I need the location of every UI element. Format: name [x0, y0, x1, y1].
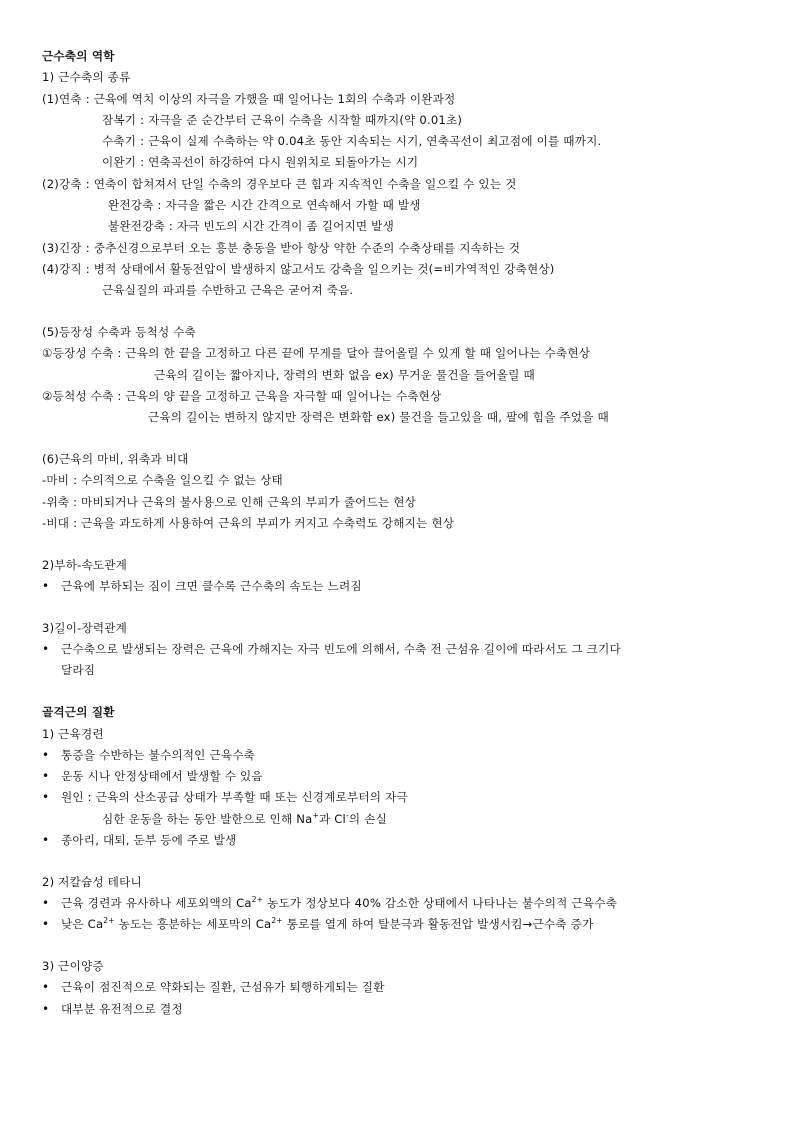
text-isotonic: ①등장성 수축 : 근육의 한 끝을 고정하고 다른 끝에 무게를 달아 끌어올릴 수 있게 할 때 일어나는 수축현상 — [42, 346, 591, 361]
tetany-mech-text-b: 농도는 흥분하는 세포막의 Ca — [114, 917, 272, 932]
spacer — [42, 936, 772, 957]
bullet-dystrophy-definition: • 근육이 점진적으로 약화되는 질환, 근섬유가 퇴행하게되는 질환 — [42, 977, 772, 998]
heading-contraction-types: 1) 근수축의 종류 — [42, 70, 131, 85]
tetany-text-a: 근육 경련과 유사하나 세포외액의 Ca — [61, 896, 252, 911]
bullet-length-tension: • 근수축으로 발생되는 장력은 근육에 가해지는 자극 빈도에 의해서, 수축 전 근섬유 길이에 따라서도 그 크기다 — [42, 639, 772, 660]
spacer — [42, 682, 772, 703]
heading-isotonic-isometric: (5)등장성 수축과 등척성 수축 — [42, 325, 197, 340]
tetany-text-b: 농도가 정상보다 40% 감소한 상태에서 나타나는 불수의적 근육수축 — [263, 896, 618, 911]
document-page — [42, 46, 772, 1020]
text-tetanus: (2)강축 : 연축이 합쳐져서 단일 수축의 경우보다 큰 힘과 지속적인 수축을 일으킬 수 있는 것 — [42, 176, 517, 191]
bullet-dystrophy-genetic: • 대부분 유전적으로 결정 — [42, 999, 772, 1020]
bullet-cramp-location: • 종아리, 대퇴, 둔부 등에 주로 발생 — [42, 830, 772, 851]
text-relaxation-period: 이완기 : 연축곡선이 하강하여 다시 원위치로 되돌아가는 시기 — [102, 155, 419, 170]
bullet-cramp-pain: • 통증을 수반하는 불수의적인 근육수축 — [42, 745, 772, 766]
sodium-charge: + — [312, 810, 319, 820]
section-title-muscle-mechanics: 근수축의 역학 — [42, 49, 115, 63]
text-rigor: (4)강직 : 병적 상태에서 활동전압이 발생하지 않고서도 강축을 일으키는 것(=비가역적인 강축현상) — [42, 261, 555, 276]
text-atrophy: -위축 : 마비되거나 근육의 불사용으로 인해 근육의 부피가 줄어드는 현상 — [42, 494, 417, 509]
text-isotonic-continued: 근육의 길이는 짧아지나, 장력의 변화 없음 ex) 무거운 물건을 들어올릴 때 — [154, 367, 535, 382]
text-isometric: ②등척성 수축 : 근육의 양 끝을 고정하고 근육을 자극할 때 일어나는 수축현상 — [42, 388, 442, 403]
tetany-mech-text-a: 낮은 Ca — [61, 917, 104, 932]
heading-hypocalcemic-tetany: 2) 저칼슘성 테타니 — [42, 874, 142, 889]
bullet-cramp-occurrence: • 운동 시나 안정상태에서 발생할 수 있음 — [42, 766, 772, 787]
spacer — [42, 534, 772, 555]
bullet-cramp-cause: • 원인 : 근육의 산소공급 상태가 부족할 때 또는 신경계로부터의 자극 — [42, 787, 772, 808]
cramp-cause-text-a: 심한 운동을 하는 동안 발한으로 인해 Na — [102, 811, 313, 826]
tetany-mech-text-c: 통로를 열게 하여 탈분극과 활동전압 발생시킴→근수축 증가 — [282, 917, 594, 932]
text-complete-tetanus: 완전강축 : 자극을 짧은 시간 간격으로 연속해서 가할 때 발생 — [108, 198, 421, 213]
text-twitch: (1)연축 : 근육에 역치 이상의 자극을 가했을 때 일어나는 1회의 수축과 이완과정 — [42, 91, 456, 106]
text-hypertrophy: -비대 : 근육을 과도하게 사용하여 근육의 부피가 커지고 수축력도 강해지는 현상 — [42, 515, 455, 530]
heading-load-velocity: 2)부하-속도관계 — [42, 557, 128, 572]
text-cramp-cause-continued — [42, 809, 772, 830]
text-latent-period: 잠복기 : 자극을 준 순간부터 근육이 수축을 시작할 때까지(약 0.01초) — [102, 112, 463, 127]
calcium-charge: 2+ — [271, 916, 283, 926]
bullet-tetany-mechanism — [42, 914, 772, 935]
spacer — [42, 429, 772, 450]
spacer — [42, 597, 772, 618]
text-rigor-continued: 근육실질의 파괴를 수반하고 근육은 굳어져 죽음. — [102, 283, 354, 298]
text-paralysis: -마비 : 수의적으로 수축을 일으킬 수 없는 상태 — [42, 473, 283, 488]
text-contraction-period: 수축기 : 근육이 실제 수축하는 약 0.04초 동안 지속되는 시기, 연축곡선이 최고점에 이를 때까지. — [102, 134, 602, 149]
cramp-cause-text-c: 의 손실 — [348, 811, 387, 826]
spacer — [42, 302, 772, 323]
cramp-cause-text-b: 과 Cl — [318, 811, 346, 826]
heading-paralysis-atrophy-hypertrophy: (6)근육의 마비, 위축과 비대 — [42, 452, 189, 467]
spacer — [42, 851, 772, 872]
bullet-tetany-definition — [42, 893, 772, 914]
calcium-charge: 2+ — [251, 895, 264, 905]
text-tonus: (3)긴장 : 중추신경으로부터 오는 흥분 충동을 받아 항상 약한 수준의 수축상태를 지속하는 것 — [42, 240, 521, 255]
heading-muscular-dystrophy: 3) 근이양증 — [42, 959, 104, 974]
text-isometric-continued: 근육의 길이는 변하지 않지만 장력은 변화함 ex) 물건을 들고있을 때, 팔에 힘을 주었을 때 — [148, 410, 609, 425]
section-title-skeletal-muscle-diseases: 골격근의 질환 — [42, 705, 115, 720]
bullet-length-tension-continued: 달라짐 — [61, 663, 96, 678]
chloride-charge: - — [345, 810, 349, 820]
text-incomplete-tetanus: 불완전강축 : 자극 빈도의 시간 간격이 좀 길어지면 발생 — [108, 219, 394, 234]
heading-length-tension: 3)길이-장력관계 — [42, 620, 128, 635]
heading-muscle-cramp: 1) 근육경련 — [42, 726, 104, 741]
bullet-load-velocity: • 근육에 부하되는 짐이 크면 클수록 근수축의 속도는 느려짐 — [42, 576, 772, 597]
calcium-charge: 2+ — [103, 916, 115, 926]
